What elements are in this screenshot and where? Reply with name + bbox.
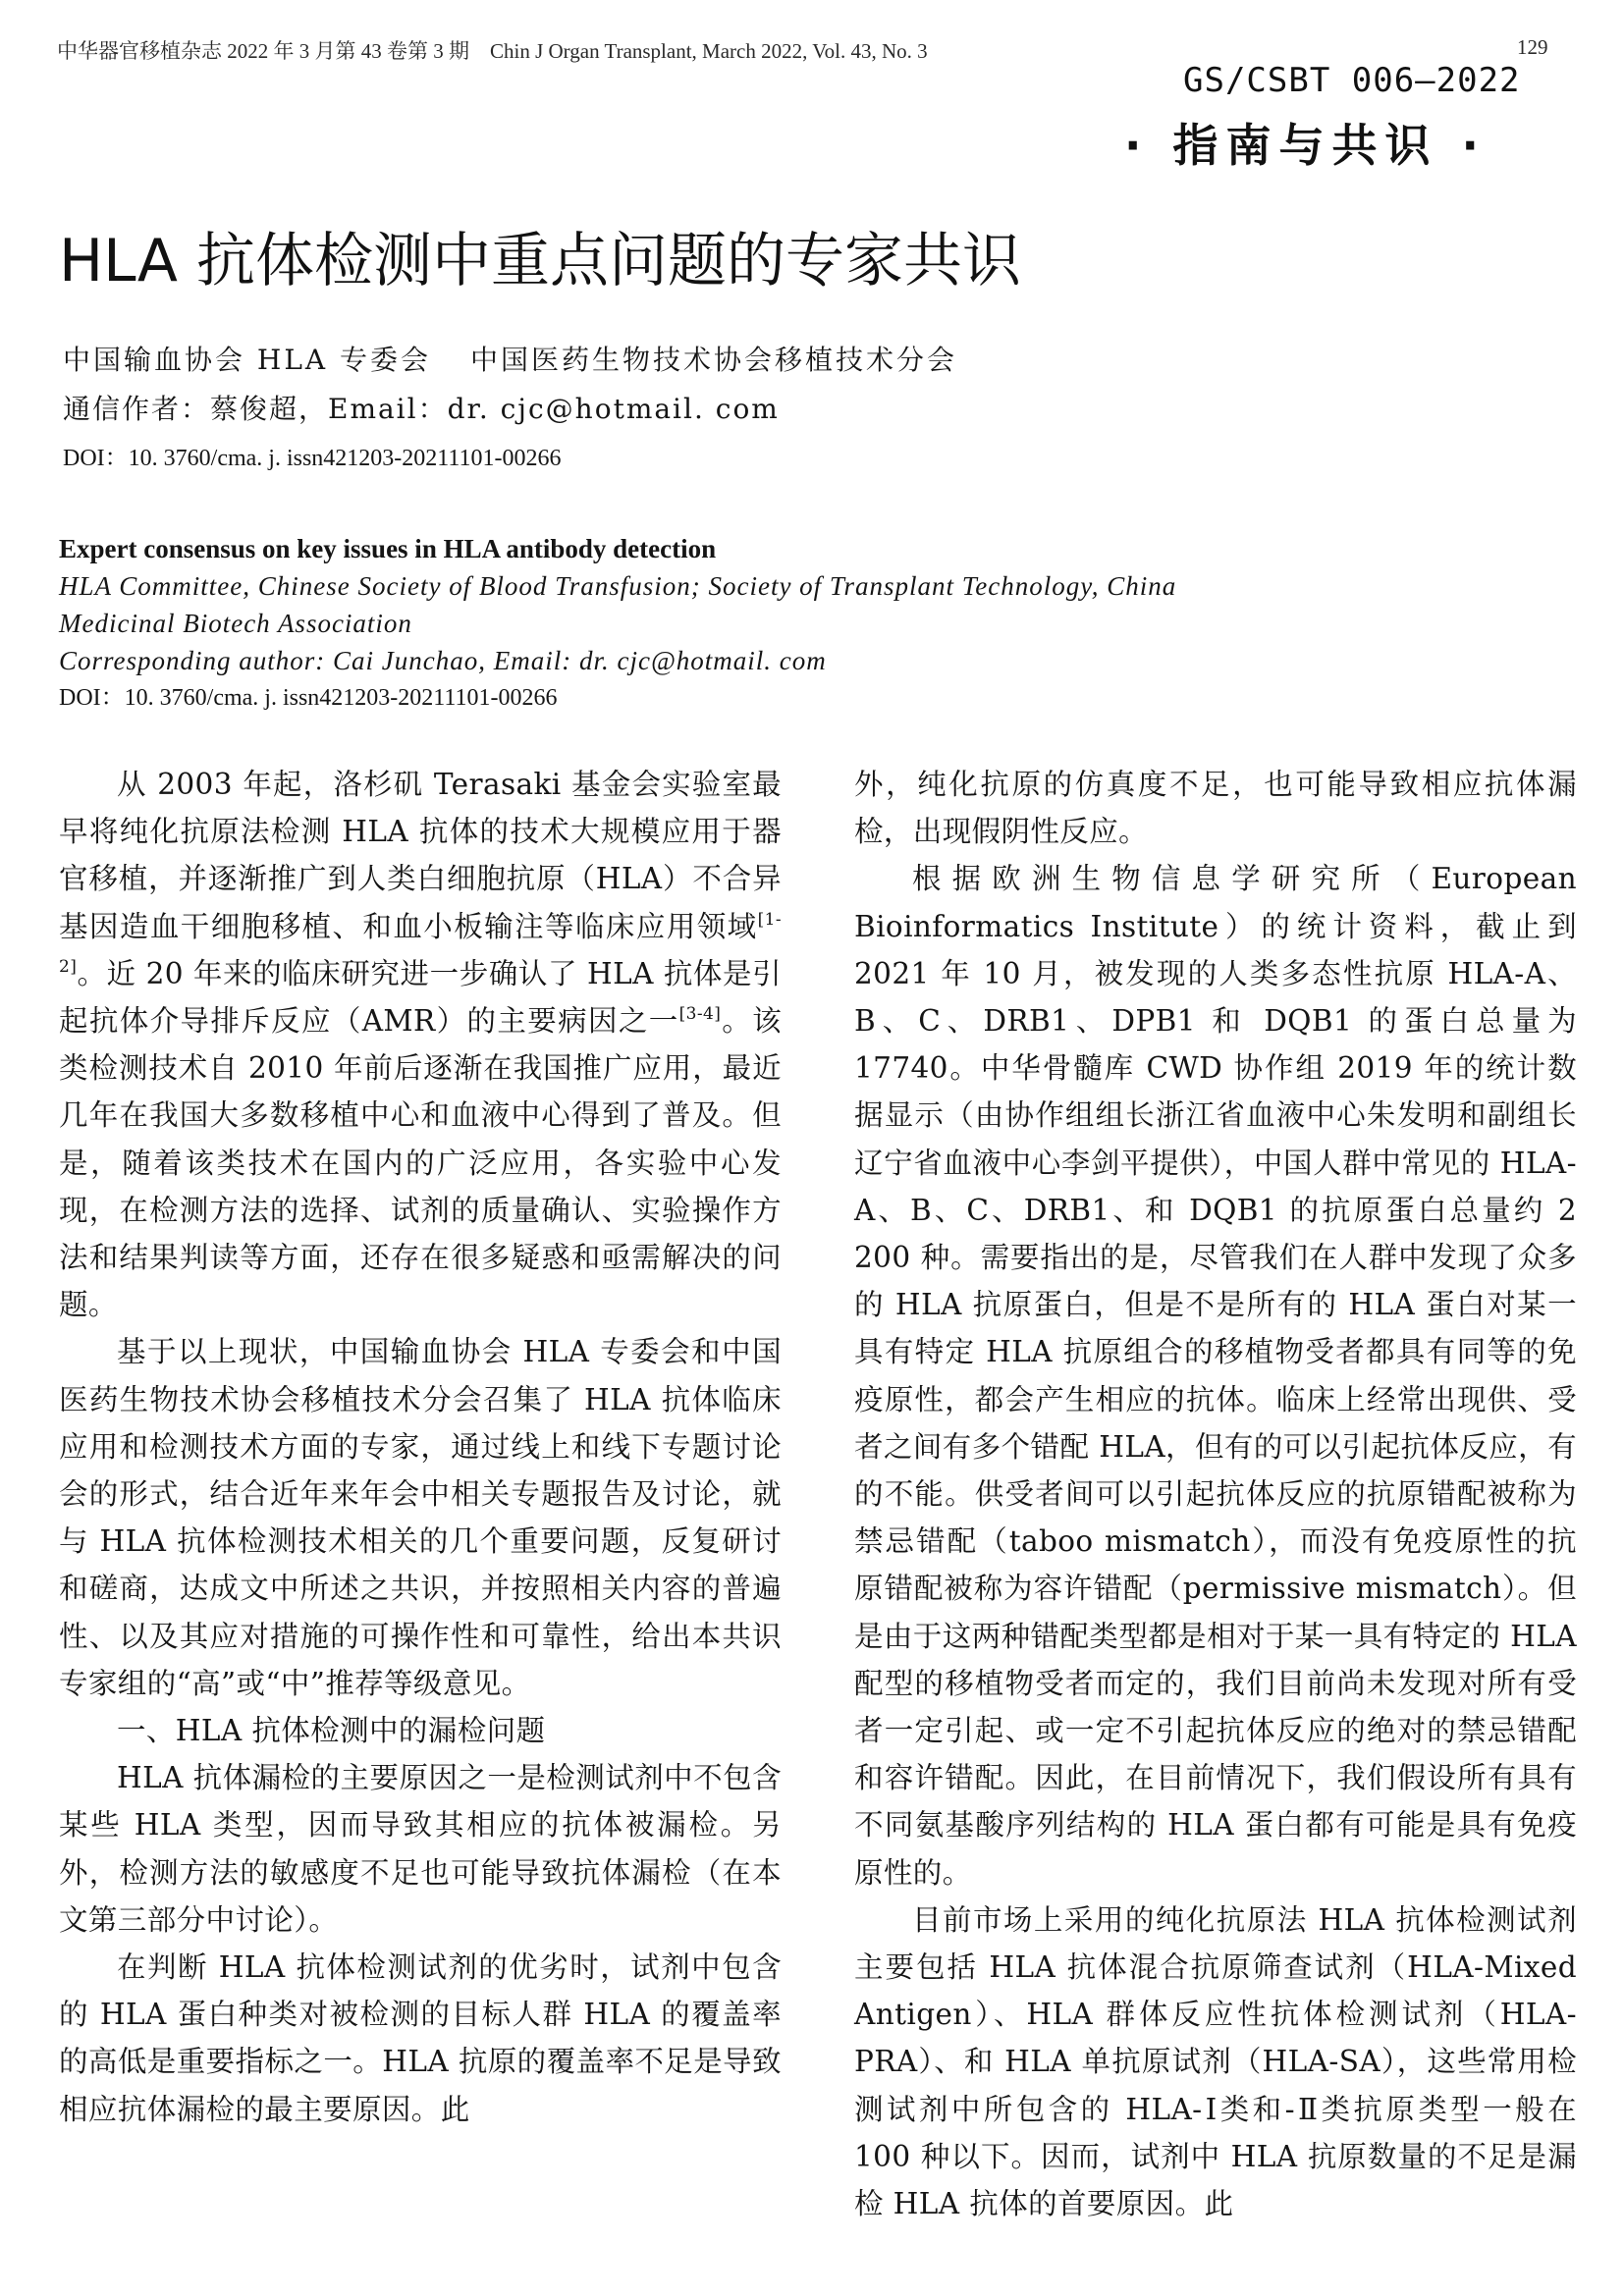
doi-line: DOI：10. 3760/cma. j. issn421203-20211101-00266 <box>63 446 562 471</box>
citation[interactable]: [1-2] <box>59 909 782 977</box>
author-line <box>63 339 957 378</box>
english-corresponding: Corresponding author: Cai Junchao, Email: dr. cjc@hotmail. com <box>59 646 827 675</box>
page-number: 129 <box>1517 35 1548 59</box>
english-abstract-header <box>59 530 1355 717</box>
standard-code: GS/CSBT 006—2022 <box>1183 61 1521 100</box>
section-heading: 一、HLA 抗体检测中的漏检问题 <box>117 1714 546 1748</box>
english-title: Expert consensus on key issues in HLA antibody detection <box>59 534 717 563</box>
paragraph: 基于以上现状，中国输血协会 HLA 专委会和中国医药生物技术协会移植技术分会召集了 HLA 抗体临床应用和检测技术方面的专家，通过线上和线下专题讨论会的形式，结合近年来年会中相关专题报告及讨论，就与 HLA 抗体检测技术相关的几个重要问题，反复研讨和磋商，达成文中所述之共识，并按照相关内容的普遍性、以及其应对措施的可操作性和可靠性，给出本共识专家组的“高”或“中”推荐等级意见。 <box>59 1335 782 1700</box>
paragraph: 目前市场上采用的纯化抗原法 HLA 抗体检测试剂主要包括 HLA 抗体混合抗原筛查试剂（HLA-Mixed Antigen）、HLA 群体反应性抗体检测试剂（HLA-PRA）、和 HLA 单抗原试剂（HLA-SA），这些常用检测试剂中所包含的 HLA-Ⅰ类和-Ⅱ类抗原类型一般在 100 种以下。因而，试剂中 HLA 抗原数量的不足是漏检 HLA 抗体的首要原因。此 <box>854 1902 1577 2221</box>
paragraph: 在判断 HLA 抗体检测试剂的优劣时，试剂中包含的 HLA 蛋白种类对被检测的目标人群 HLA 的覆盖率的高低是重要指标之一。HLA 抗原的覆盖率不足是导致相应抗体漏检的最主要原因。此 <box>59 1950 782 2126</box>
body-left-column <box>59 761 782 2133</box>
correspondence-line: 通信作者：蔡俊超，Email：dr. cjc@hotmail. com <box>63 393 780 425</box>
english-affiliation-line-2: Medicinal Biotech Association <box>59 609 412 638</box>
paragraph: HLA 抗体漏检的主要原因之一是检测试剂中不包含某些 HLA 类型，因而导致其相应的抗体被漏检。另外，检测方法的敏感度不足也可能导致抗体漏检（在本文第三部分中讨论）。 <box>59 1761 782 1937</box>
paragraph: 根据欧洲生物信息学研究所（European Bioinformatics Institute）的统计资料，截止到 2021 年 10 月，被发现的人类多态性抗原 HLA-A、B、C、DRB1、DPB1 和 DQB1 的蛋白总量为 17740。中华骨髓库 CWD 协作组 2019 年的统计数据显示（由协作组组长浙江省血液中心朱发明和副组长辽宁省血液中心李剑平提供），中国人群中常见的 HLA-A、B、C、DRB1、和 DQB1 的抗原蛋白总量约 2 200 种。需要指出的是，尽管我们在人群中发现了众多的 HLA 抗原蛋白，但是不是所有的 HLA 蛋白对某一具有特定 HLA 抗原组合的移植物受者都具有同等的免疫原性，都会产生相应的抗体。临床上经常出现供、受者之间有多个错配 HLA，但有的可以引起抗体反应，有的不能。供受者间可以引起抗体反应的抗原错配被称为禁忌错配（taboo mismatch），而没有免疫原性的抗原错配被称为容许错配（permissive mismatch）。但是由于这两种错配类型都是相对于某一具有特定的 HLA 配型的移植物受者而定的，我们目前尚未发现对所有受者一定引起、或一定不引起抗体反应的绝对的禁忌错配和容许错配。因此，在目前情况下，我们假设所有具有不同氨基酸序列结构的 HLA 蛋白都有可能是具有免疫原性的。 <box>854 862 1577 1890</box>
citation[interactable]: [3-4] <box>678 1004 722 1025</box>
body-right-column <box>854 761 1577 2227</box>
english-doi: DOI：10. 3760/cma. j. issn421203-20211101-00266 <box>59 685 558 711</box>
paragraph: 外，纯化抗原的仿真度不足，也可能导致相应抗体漏检，出现假阴性反应。 <box>854 768 1577 849</box>
author-org-1: 中国输血协会 HLA 专委会 <box>63 344 432 376</box>
english-affiliation-line-1: HLA Committee, Chinese Society of Blood Transfusion; Society of Transplant Technology, China <box>59 571 1177 601</box>
paragraph: 从 2003 年起，洛杉矶 Terasaki 基金会实验室最早将纯化抗原法检测 HLA 抗体的技术大规模应用于器官移植，并逐渐推广到人类白细胞抗原（HLA）不合异基因造血干细胞移植、和血小板输注等临床应用领域[1-2]。近 20 年来的临床研究进一步确认了 HLA 抗体是引起抗体介导排斥反应（AMR）的主要病因之一[3-4]。该类检测技术自 2010 年前后逐渐在我国推广应用，最近几年在我国大多数移植中心和血液中心得到了普及。但是，随着该类技术在国内的广泛应用，各实验中心发现，在检测方法的选择、试剂的质量确认、实验操作方法和结果判读等方面，还存在很多疑惑和亟需解决的问题。 <box>59 768 782 1322</box>
running-head: 中华器官移植杂志 2022 年 3 月第 43 卷第 3 期 Chin J Organ Transplant, March 2022, Vol. 43, No. 3 <box>57 39 928 63</box>
column-label: · 指南与共识 · <box>1124 119 1487 172</box>
article-title: HLA 抗体检测中重点问题的专家共识 <box>59 227 1022 295</box>
author-org-2: 中国医药生物技术协会移植技术分会 <box>470 344 958 376</box>
